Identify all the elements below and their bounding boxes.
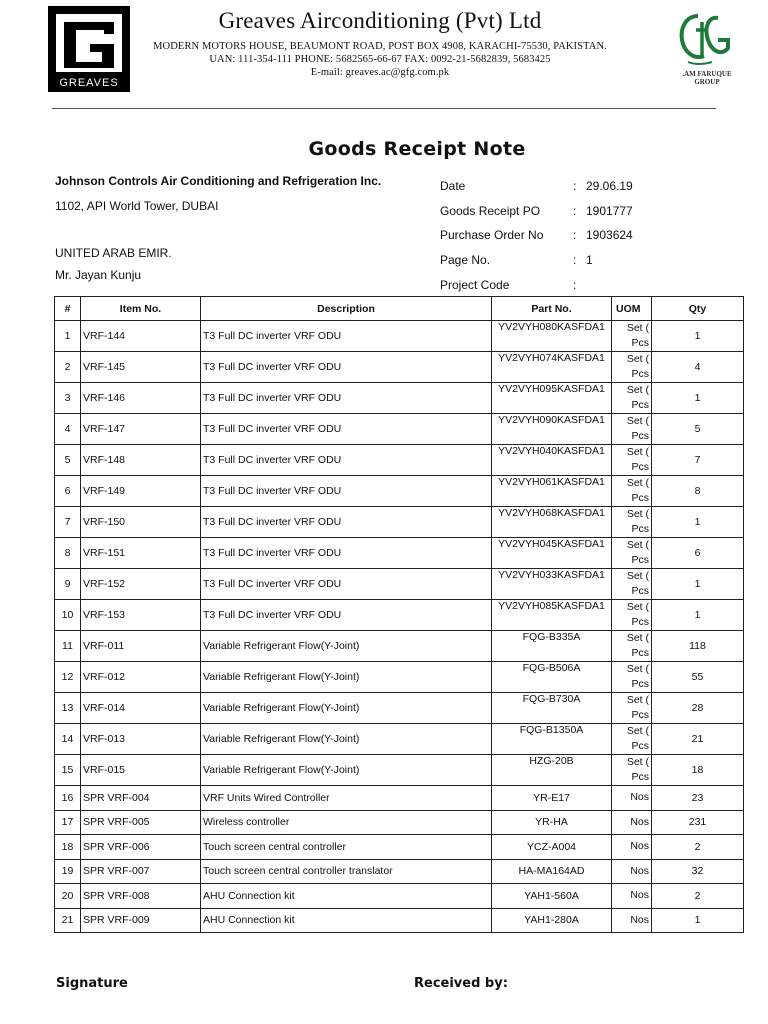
- cell-item-no: VRF-148: [81, 445, 201, 476]
- cell-description: Variable Refrigerant Flow(Y-Joint): [201, 693, 492, 724]
- cell-number: 9: [55, 569, 81, 600]
- cell-item-no: VRF-147: [81, 414, 201, 445]
- uom-line-1: Set (: [626, 570, 649, 582]
- cell-item-no: VRF-015: [81, 755, 201, 786]
- cell-number: 7: [55, 507, 81, 538]
- cell-item-no: SPR VRF-007: [81, 859, 201, 884]
- uom-line-2: Pcs: [631, 709, 649, 721]
- meta-label-date: Date: [440, 179, 466, 193]
- cell-qty: 7: [652, 445, 744, 476]
- table-row: [55, 445, 744, 476]
- cell-part-no: YR-E17: [492, 786, 612, 811]
- cell-item-no: VRF-144: [81, 321, 201, 352]
- cell-item-no: VRF-150: [81, 507, 201, 538]
- meta-label-page: Page No.: [440, 253, 491, 267]
- cell-number: 3: [55, 383, 81, 414]
- table-row: [55, 476, 744, 507]
- uom-line-1: Nos: [630, 791, 649, 804]
- cell-description: AHU Connection kit: [201, 908, 492, 933]
- cell-description: T3 Full DC inverter VRF ODU: [201, 507, 492, 538]
- uom-line-1: Set (: [626, 353, 649, 365]
- cell-description: Touch screen central controller translator: [201, 859, 492, 884]
- header-divider: [52, 108, 716, 109]
- cell-qty: 28: [652, 693, 744, 724]
- company-name: Greaves Airconditioning (Pvt) Ltd: [218, 8, 542, 33]
- cell-part-no: YAH1-280A: [492, 908, 612, 933]
- cell-uom: [612, 884, 652, 909]
- cell-description: T3 Full DC inverter VRF ODU: [201, 414, 492, 445]
- company-address: MODERN MOTORS HOUSE, BEAUMONT ROAD, POST BOX 4908, KARACHI-75530, PAKISTAN.: [153, 41, 607, 52]
- cell-number: 14: [55, 724, 81, 755]
- cell-number: 12: [55, 662, 81, 693]
- table-row: [55, 352, 744, 383]
- company-contact: UAN: 111-354-111 PHONE: 5682565-66-67 FAX: 0092-21-5682839, 5683425: [209, 54, 551, 65]
- uom-line-2: Pcs: [631, 678, 649, 690]
- table-row: [55, 908, 744, 933]
- uom-line-2: Pcs: [631, 430, 649, 442]
- cell-qty: 1: [652, 507, 744, 538]
- table-row: [55, 600, 744, 631]
- cell-uom: [612, 507, 652, 538]
- cell-number: 8: [55, 538, 81, 569]
- uom-line-2: Pcs: [631, 616, 649, 628]
- cell-qty: 2: [652, 884, 744, 909]
- uom-line-2: Pcs: [631, 399, 649, 411]
- table-row: [55, 414, 744, 445]
- meta-label-project: Project Code: [440, 278, 510, 292]
- table-row: [55, 693, 744, 724]
- cell-qty: 6: [652, 538, 744, 569]
- meta-label-grpo: Goods Receipt PO: [440, 204, 541, 218]
- cell-uom: [612, 693, 652, 724]
- cell-part-no: YV2VYH033KASFDA1: [492, 569, 612, 600]
- cell-part-no: FQG-B506A: [492, 662, 612, 693]
- meta-colon: :: [573, 228, 577, 242]
- cell-number: 21: [55, 908, 81, 933]
- vendor-address: 1102, API World Tower, DUBAI: [55, 199, 219, 213]
- table-row: [55, 859, 744, 884]
- cell-part-no: YCZ-A004: [492, 835, 612, 860]
- items-table: [54, 296, 744, 933]
- cell-number: 18: [55, 835, 81, 860]
- received-by-label: Received by:: [414, 976, 508, 991]
- cell-item-no: SPR VRF-006: [81, 835, 201, 860]
- meta-value-page: 1: [586, 253, 593, 267]
- uom-line-1: Set (: [626, 663, 649, 675]
- cell-description: Touch screen central controller: [201, 835, 492, 860]
- col-header-uom: UOM: [612, 297, 652, 321]
- cell-qty: 118: [652, 631, 744, 662]
- cell-number: 20: [55, 884, 81, 909]
- cell-part-no: YV2VYH061KASFDA1: [492, 476, 612, 507]
- cell-part-no: YV2VYH068KASFDA1: [492, 507, 612, 538]
- cell-part-no: YV2VYH045KASFDA1: [492, 538, 612, 569]
- uom-line-1: Nos: [630, 889, 649, 902]
- cell-uom: [612, 445, 652, 476]
- cell-qty: 1: [652, 908, 744, 933]
- table-row: [55, 383, 744, 414]
- cell-description: T3 Full DC inverter VRF ODU: [201, 538, 492, 569]
- uom-line-2: Pcs: [631, 461, 649, 473]
- vendor-country: UNITED ARAB EMIR.: [55, 246, 172, 260]
- cell-item-no: VRF-014: [81, 693, 201, 724]
- cell-description: Variable Refrigerant Flow(Y-Joint): [201, 724, 492, 755]
- uom-line-1: Set (: [626, 446, 649, 458]
- cell-qty: 2: [652, 835, 744, 860]
- uom-line-1: Nos: [630, 913, 649, 926]
- cell-description: T3 Full DC inverter VRF ODU: [201, 445, 492, 476]
- meta-colon: :: [573, 278, 577, 292]
- cell-item-no: VRF-146: [81, 383, 201, 414]
- cell-part-no: YAH1-560A: [492, 884, 612, 909]
- cell-number: 5: [55, 445, 81, 476]
- table-row: [55, 884, 744, 909]
- cell-qty: 231: [652, 810, 744, 835]
- cell-description: VRF Units Wired Controller: [201, 786, 492, 811]
- meta-value-grpo: 1901777: [586, 204, 633, 218]
- cell-uom: [612, 631, 652, 662]
- gfg-logo: [668, 8, 738, 90]
- cell-qty: 18: [652, 755, 744, 786]
- table-row: [55, 538, 744, 569]
- cell-item-no: VRF-151: [81, 538, 201, 569]
- cell-number: 6: [55, 476, 81, 507]
- cell-number: 15: [55, 755, 81, 786]
- cell-item-no: VRF-152: [81, 569, 201, 600]
- uom-line-1: Set (: [626, 632, 649, 644]
- cell-qty: 55: [652, 662, 744, 693]
- cell-description: Variable Refrigerant Flow(Y-Joint): [201, 755, 492, 786]
- cell-number: 13: [55, 693, 81, 724]
- col-header-item: Item No.: [81, 297, 201, 321]
- cell-item-no: VRF-149: [81, 476, 201, 507]
- cell-item-no: SPR VRF-005: [81, 810, 201, 835]
- table-row: [55, 786, 744, 811]
- cell-uom: [612, 786, 652, 811]
- uom-line-1: Set (: [626, 756, 649, 768]
- table-row: [55, 507, 744, 538]
- cell-number: 1: [55, 321, 81, 352]
- cell-number: 16: [55, 786, 81, 811]
- cell-qty: 4: [652, 352, 744, 383]
- cell-uom: [612, 908, 652, 933]
- cell-description: T3 Full DC inverter VRF ODU: [201, 383, 492, 414]
- page-title: Goods Receipt Note: [308, 138, 526, 160]
- meta-colon: :: [573, 253, 577, 267]
- uom-line-2: Pcs: [631, 492, 649, 504]
- cell-part-no: YV2VYH080KASFDA1: [492, 321, 612, 352]
- cell-item-no: SPR VRF-008: [81, 884, 201, 909]
- cell-number: 19: [55, 859, 81, 884]
- cell-uom: [612, 414, 652, 445]
- table-row: [55, 631, 744, 662]
- cell-description: Wireless controller: [201, 810, 492, 835]
- cell-item-no: VRF-153: [81, 600, 201, 631]
- uom-line-1: Set (: [626, 539, 649, 551]
- uom-line-2: Pcs: [631, 740, 649, 752]
- uom-line-1: Set (: [626, 477, 649, 489]
- uom-line-2: Pcs: [631, 337, 649, 349]
- meta-value-date: 29.06.19: [586, 179, 633, 193]
- cell-item-no: VRF-013: [81, 724, 201, 755]
- cell-part-no: FQG-B335A: [492, 631, 612, 662]
- cell-description: T3 Full DC inverter VRF ODU: [201, 600, 492, 631]
- cell-number: 10: [55, 600, 81, 631]
- cell-uom: [612, 810, 652, 835]
- cell-description: T3 Full DC inverter VRF ODU: [201, 569, 492, 600]
- uom-line-2: Pcs: [631, 368, 649, 380]
- cell-uom: [612, 755, 652, 786]
- uom-line-1: Set (: [626, 322, 649, 334]
- table-row: [55, 724, 744, 755]
- cell-item-no: SPR VRF-004: [81, 786, 201, 811]
- cell-part-no: FQG-B1350A: [492, 724, 612, 755]
- cell-part-no: YV2VYH090KASFDA1: [492, 414, 612, 445]
- cell-part-no: YV2VYH074KASFDA1: [492, 352, 612, 383]
- cell-qty: 1: [652, 569, 744, 600]
- cell-uom: [612, 321, 652, 352]
- table-header-row: [55, 297, 744, 321]
- col-header-qty: Qty: [652, 297, 744, 321]
- uom-line-1: Set (: [626, 725, 649, 737]
- uom-line-1: Set (: [626, 508, 649, 520]
- g-block-logo-icon: [48, 6, 130, 76]
- group-name: .AM FARUQUE GROUP: [682, 70, 732, 86]
- table-row: [55, 810, 744, 835]
- cell-part-no: YV2VYH095KASFDA1: [492, 383, 612, 414]
- cell-qty: 1: [652, 321, 744, 352]
- cell-uom: [612, 383, 652, 414]
- uom-line-2: Pcs: [631, 647, 649, 659]
- company-email: E-mail: greaves.ac@gfg.com.pk: [310, 67, 450, 78]
- cell-description: Variable Refrigerant Flow(Y-Joint): [201, 631, 492, 662]
- cell-number: 2: [55, 352, 81, 383]
- meta-label-po: Purchase Order No: [440, 228, 544, 242]
- cell-part-no: YR-HA: [492, 810, 612, 835]
- cell-uom: [612, 600, 652, 631]
- vendor-name: Johnson Controls Air Conditioning and Refrigeration Inc.: [55, 174, 382, 188]
- cell-part-no: FQG-B730A: [492, 693, 612, 724]
- uom-line-1: Nos: [630, 840, 649, 853]
- uom-line-1: Nos: [630, 815, 649, 828]
- cell-item-no: VRF-145: [81, 352, 201, 383]
- uom-line-1: Set (: [626, 694, 649, 706]
- greaves-logo: [48, 6, 130, 92]
- cell-uom: [612, 662, 652, 693]
- cell-uom: [612, 569, 652, 600]
- col-header-description: Description: [201, 297, 492, 321]
- cell-description: T3 Full DC inverter VRF ODU: [201, 476, 492, 507]
- cell-qty: 5: [652, 414, 744, 445]
- cell-part-no: HA-MA164AD: [492, 859, 612, 884]
- table-row: [55, 321, 744, 352]
- cell-qty: 8: [652, 476, 744, 507]
- cell-item-no: SPR VRF-009: [81, 908, 201, 933]
- cell-uom: [612, 538, 652, 569]
- table-row: [55, 569, 744, 600]
- cell-item-no: VRF-012: [81, 662, 201, 693]
- cell-qty: 1: [652, 383, 744, 414]
- cell-description: Variable Refrigerant Flow(Y-Joint): [201, 662, 492, 693]
- meta-colon: :: [573, 204, 577, 218]
- cell-qty: 21: [652, 724, 744, 755]
- cell-part-no: YV2VYH040KASFDA1: [492, 445, 612, 476]
- cell-uom: [612, 352, 652, 383]
- cell-number: 17: [55, 810, 81, 835]
- cell-uom: [612, 724, 652, 755]
- col-header-part: Part No.: [492, 297, 612, 321]
- cell-uom: [612, 859, 652, 884]
- col-header-number: #: [55, 297, 81, 321]
- meta-value-po: 1903624: [586, 228, 633, 242]
- logo-wordmark: GREAVES: [59, 77, 119, 89]
- cell-part-no: YV2VYH085KASFDA1: [492, 600, 612, 631]
- company-header: [150, 8, 610, 79]
- gfg-monogram-icon: [668, 8, 738, 70]
- cell-qty: 32: [652, 859, 744, 884]
- table-row: [55, 755, 744, 786]
- uom-line-2: Pcs: [631, 554, 649, 566]
- cell-description: AHU Connection kit: [201, 884, 492, 909]
- cell-qty: 23: [652, 786, 744, 811]
- cell-description: T3 Full DC inverter VRF ODU: [201, 321, 492, 352]
- vendor-contact: Mr. Jayan Kunju: [55, 268, 142, 282]
- uom-line-1: Nos: [630, 864, 649, 877]
- uom-line-1: Set (: [626, 415, 649, 427]
- cell-number: 4: [55, 414, 81, 445]
- cell-description: T3 Full DC inverter VRF ODU: [201, 352, 492, 383]
- cell-uom: [612, 835, 652, 860]
- signature-label: Signature: [56, 976, 128, 991]
- cell-uom: [612, 476, 652, 507]
- cell-item-no: VRF-011: [81, 631, 201, 662]
- meta-colon: :: [573, 179, 577, 193]
- uom-line-1: Set (: [626, 384, 649, 396]
- cell-number: 11: [55, 631, 81, 662]
- table-row: [55, 835, 744, 860]
- table-row: [55, 662, 744, 693]
- cell-part-no: HZG-20B: [492, 755, 612, 786]
- uom-line-2: Pcs: [631, 771, 649, 783]
- uom-line-1: Set (: [626, 601, 649, 613]
- uom-line-2: Pcs: [631, 523, 649, 535]
- uom-line-2: Pcs: [631, 585, 649, 597]
- cell-qty: 1: [652, 600, 744, 631]
